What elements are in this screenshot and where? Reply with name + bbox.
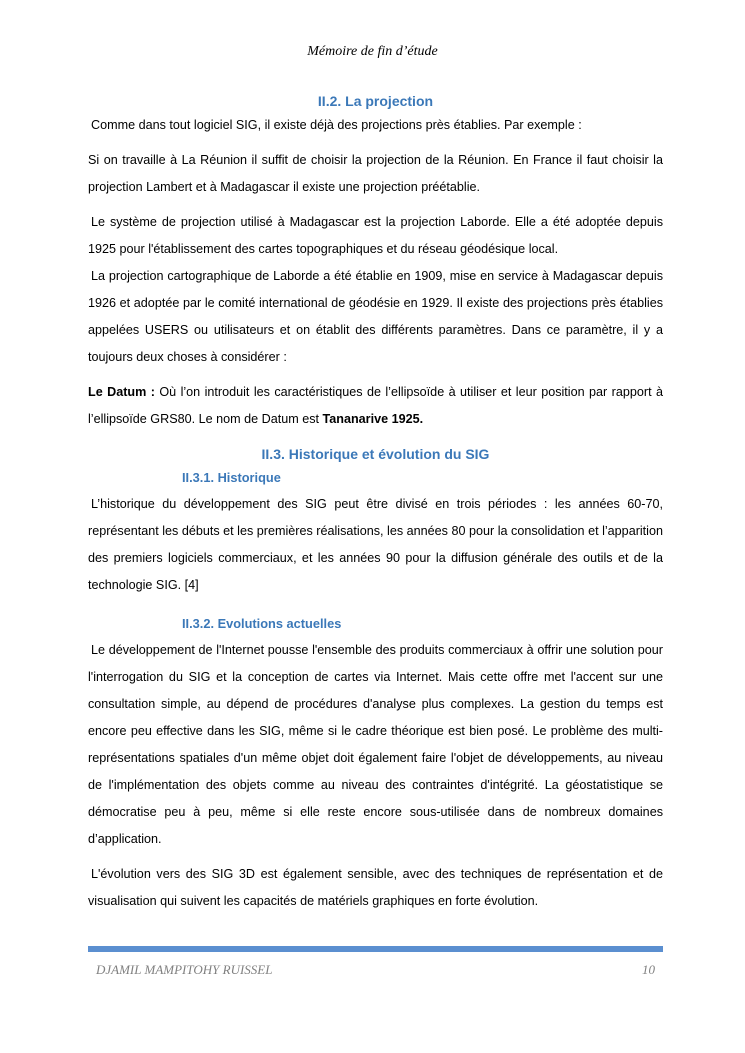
paragraph: La projection cartographique de Laborde a été établie en 1909, mise en service à Madagascar depuis 1926 et adoptée par le comité international de géodésie en 1929. Il existe des projections près établies appelées USERS ou utilisateurs et on établit des différents paramètres. Dans ce paramètre, il y a toujours deux choses à considérer : — [88, 269, 663, 364]
datum-label: Le Datum : — [88, 385, 155, 399]
section-heading-historique-evolution: II.3. Historique et évolution du SIG — [261, 446, 490, 462]
page-header-title: Mémoire de fin d’étude — [307, 44, 438, 59]
paragraph: L'évolution vers des SIG 3D est également sensible, avec des techniques de représentation et de visualisation qui suivent les capacités de matériels graphiques en forte évolution. — [88, 867, 663, 908]
datum-paragraph — [88, 379, 663, 433]
subsection-heading-evolutions: II.3.2. Evolutions actuelles — [182, 616, 342, 631]
document-body — [88, 90, 663, 923]
paragraph: Le système de projection utilisé à Madagascar est la projection Laborde. Elle a été adoptée depuis 1925 pour l'établissement des cartes topographiques et du réseau géodésique local. — [88, 215, 663, 256]
paragraph: Comme dans tout logiciel SIG, il existe déjà des projections près établies. Par exemple : — [91, 118, 582, 132]
footer-divider — [88, 946, 663, 952]
datum-text: Où l’on introduit les caractéristiques de l’ellipsoïde à utiliser et leur position par rapport à l’ellipsoïde GRS80. Le nom de Datum est — [88, 385, 663, 426]
datum-name: Tananarive 1925. — [322, 412, 424, 426]
page-number: 10 — [642, 962, 655, 977]
section-heading-projection: II.2. La projection — [317, 93, 434, 109]
footer-author: DJAMIL MAMPITOHY RUISSEL — [96, 962, 273, 977]
paragraph: Le développement de l'Internet pousse l'ensemble des produits commerciaux à offrir une solution pour l'interrogation du SIG et la conception de cartes via Internet. Mais cette offre met l'accent sur une consultation simple, au dépend de procédures d'analyse plus complexes. La gestion du temps est encore peu effective dans les SIG, même si le cadre théorique est bien posé. Le problème des multi-représentations spatiales d'un même objet doit également faire l'objet de développements, au niveau de l'implémentation des objets comme au niveau des contraintes d'intégrité. La géostatistique se démocratise peu à peu, même si elle reste encore sous-utilisée dans de nombreux domaines d’application. — [88, 643, 663, 846]
subsection-heading-historique: II.3.1. Historique — [182, 470, 281, 485]
paragraph: Si on travaille à La Réunion il suffit de choisir la projection de la Réunion. En France il faut choisir la projection Lambert et à Madagascar il existe une projection préétablie. — [88, 153, 663, 194]
paragraph: L’historique du développement des SIG peut être divisé en trois périodes : les années 60-70, représentant les débuts et les premières réalisations, les années 80 pour la consolidation et l’apparition des premiers logiciels commerciaux, et les années 90 pour la diffusion générale des outils et de la technologie SIG. [4] — [88, 497, 663, 592]
